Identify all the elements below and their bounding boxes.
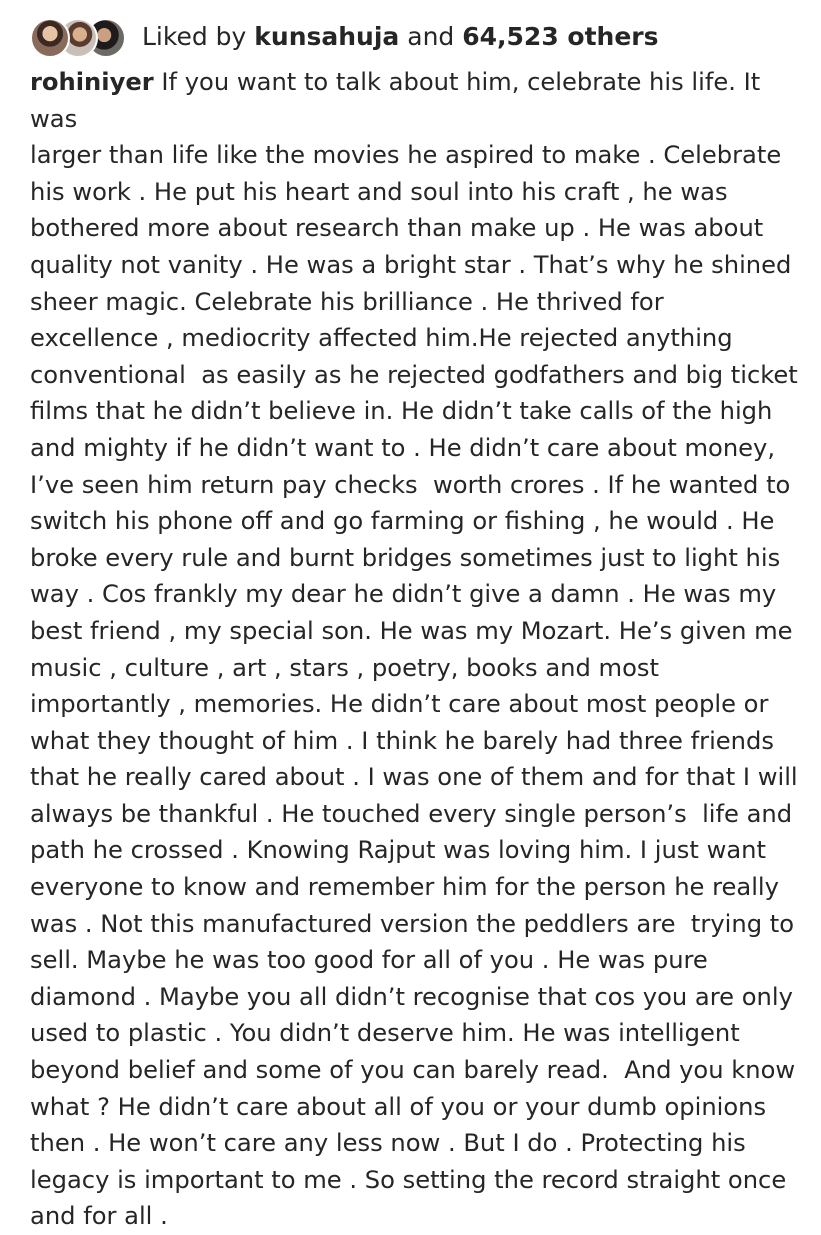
caption-username[interactable]: rohiniyer [30, 68, 154, 96]
likes-summary[interactable] [142, 22, 659, 52]
liker-avatars[interactable] [30, 16, 126, 58]
post-caption [30, 64, 800, 1235]
liked-by-username[interactable]: kunsahuja [254, 22, 400, 51]
likes-connector: and [407, 22, 455, 51]
likes-prefix: Liked by [142, 22, 247, 51]
caption-text: If you want to talk about him, celebrate his life. It was larger than life like the movies he aspired to make . Celebrate his work . He put his heart and soul into his craft , he was bothered more about research than make up . He was about quality not vanity . He was a bright star . That’s why he shined sheer magic. Celebrate his brilliance . He thrived for excellence , mediocrity affected him.He rejected anything conventional as easily as he rejected godfathers and big ticket films that he didn’t believe in. He didn’t take calls of the high and mighty if he didn’t want to . He didn’t care about money, I’ve seen him return pay checks worth crores . If he wanted to switch his phone off and go farming or fishing , he would . He broke every rule and burnt bridges sometimes just to light his way . Cos frankly my dear he didn’t give a damn . He was my best friend , my special son. He was my Mozart. He’s given me music , culture , art , stars , poetry, books and most importantly , memories. He didn’t care about most people or what they thought of him . I think he barely had three friends that he really cared about . I was one of them and for that I will always be thankful . He touched every single person’s life and path he crossed . Knowing Rajput was loving him. I just want everyone to know and remember him for the person he really was . Not this manufactured version the peddlers are trying to sell. Maybe he was too good for all of you . He was pure diamond . Maybe you all didn’t recognise that cos you are only used to plastic . You didn’t deserve him. He was intelligent beyond belief and some of you can barely read. And you know what ? He didn’t care about all of you or your dumb opinions then . He won’t care any less now . But I do . Protecting his legacy is important to me . So setting the record straight once and for all . [30, 68, 798, 1231]
likes-others-count[interactable]: 64,523 others [462, 22, 659, 51]
avatar[interactable] [30, 18, 70, 58]
likes-row [30, 14, 659, 60]
